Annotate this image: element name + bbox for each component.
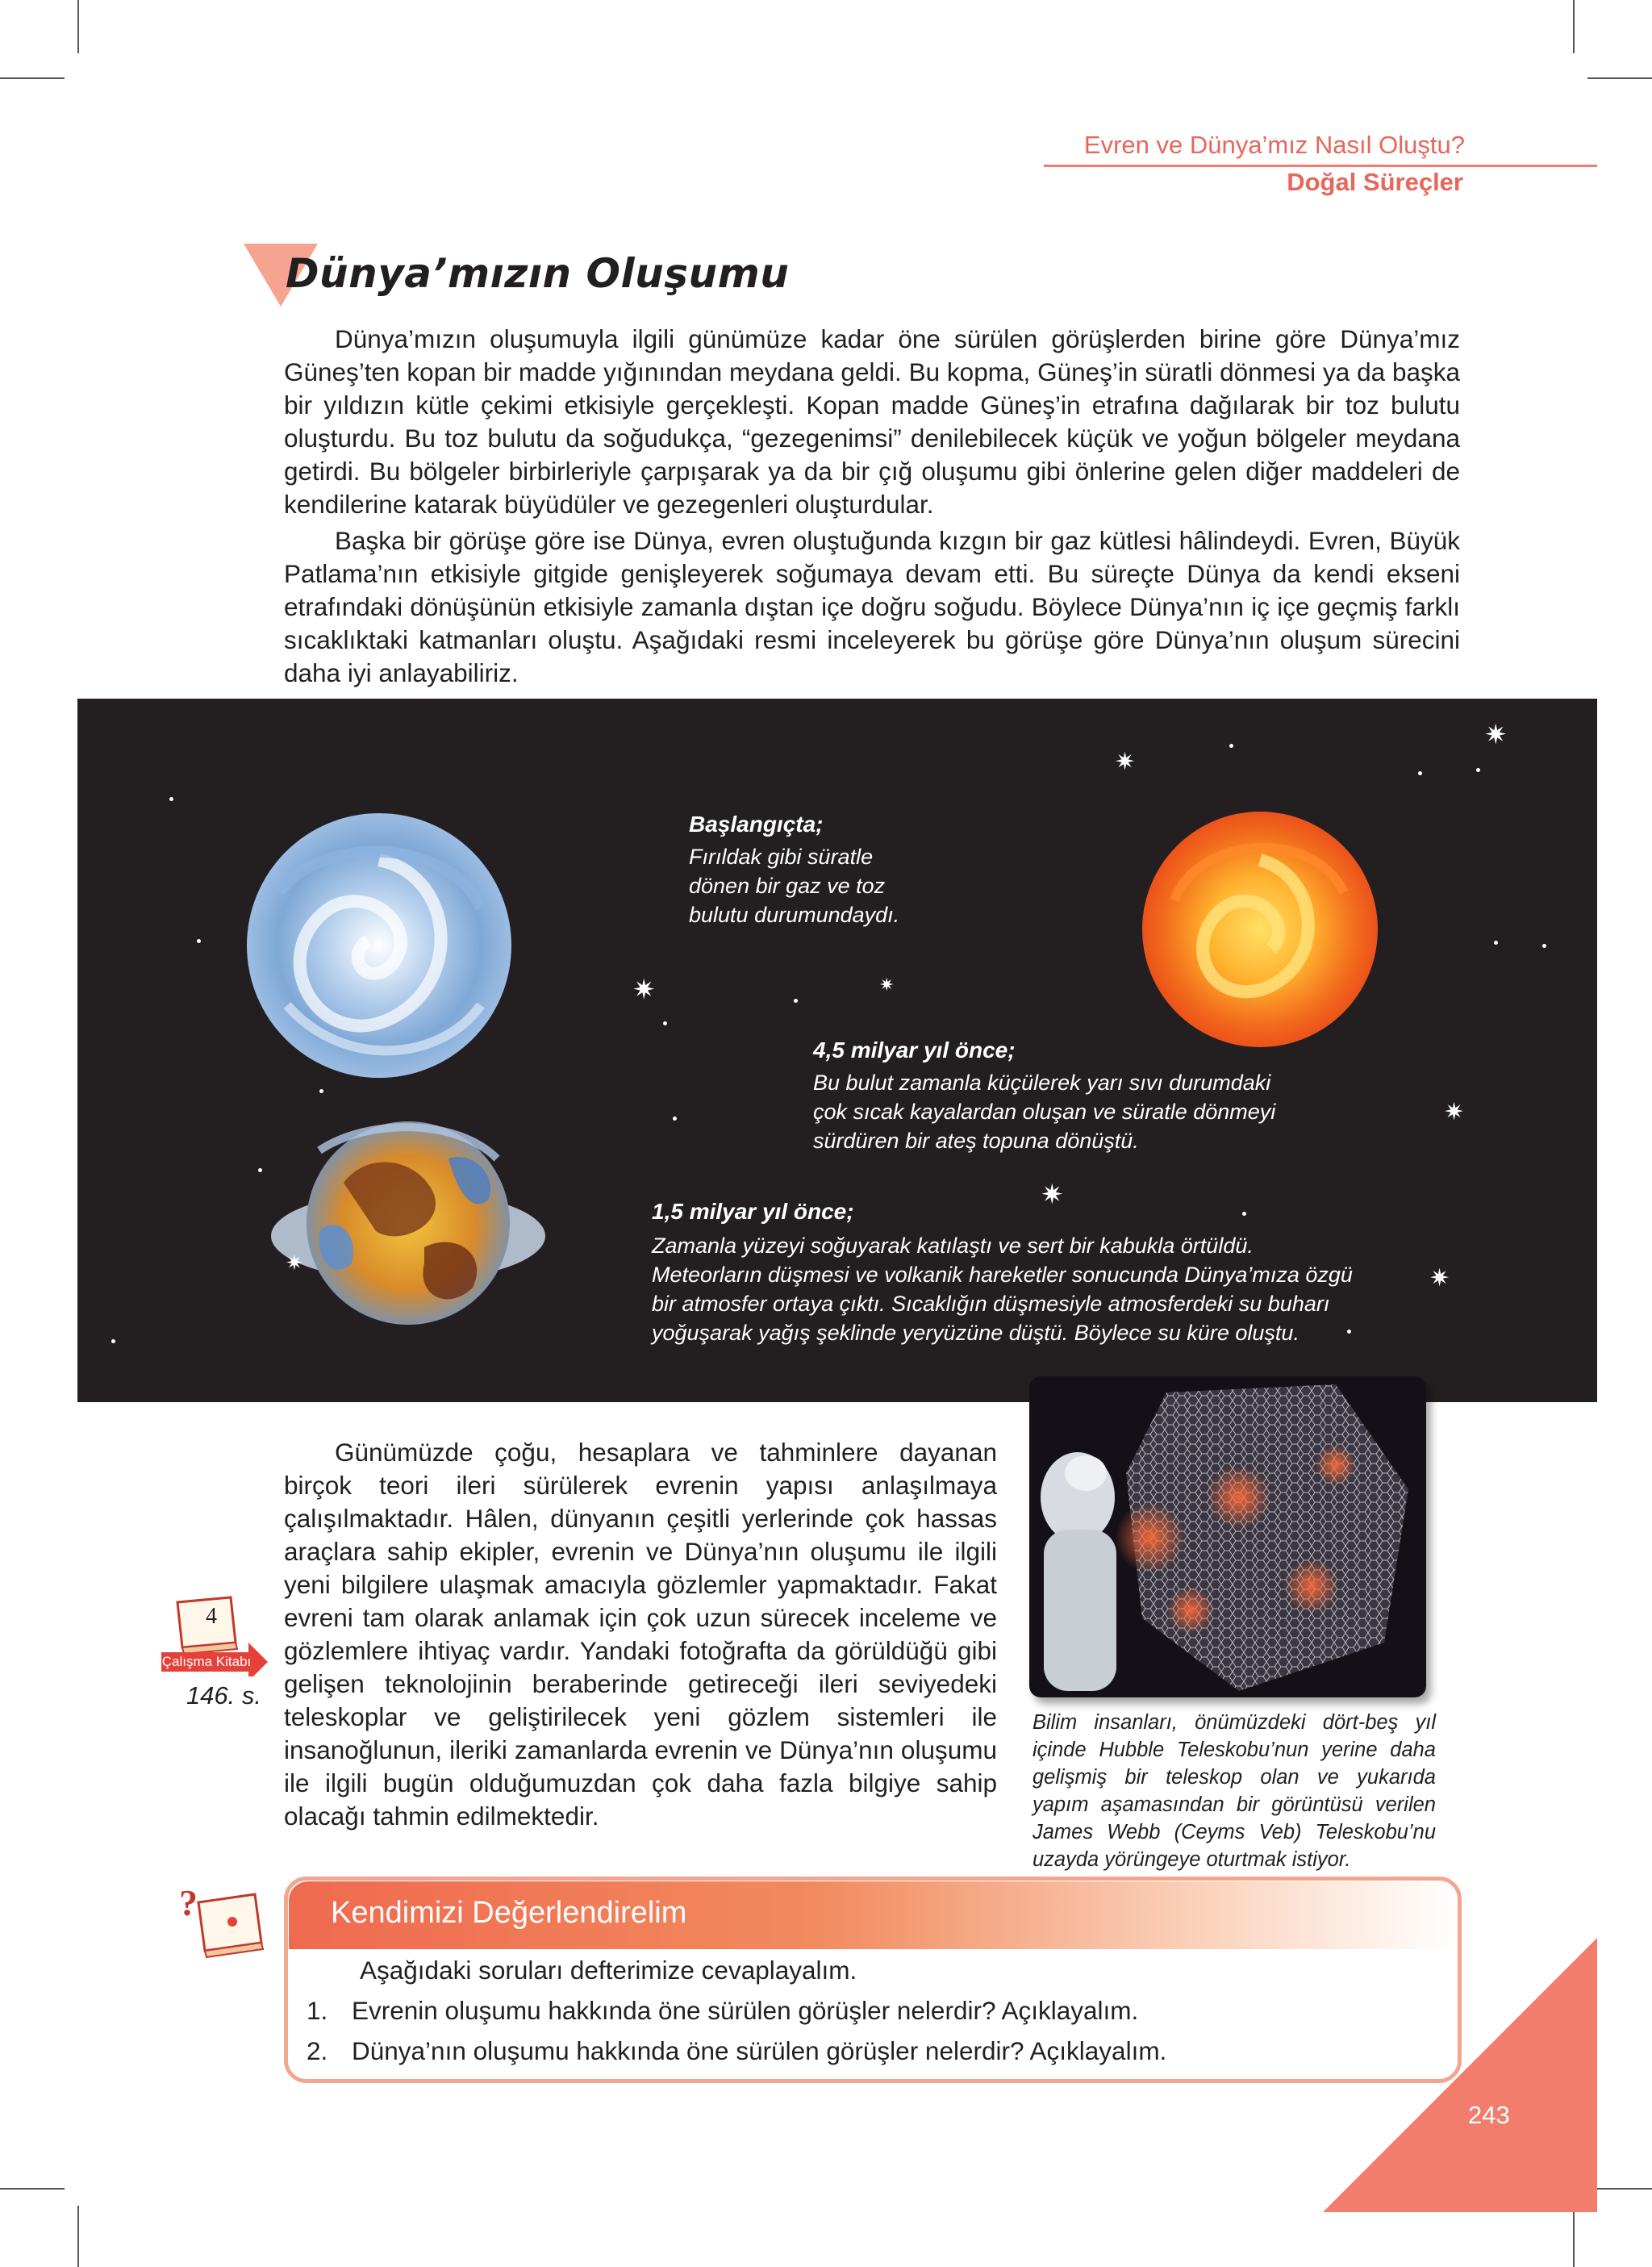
star-dot (1476, 768, 1480, 772)
crop-mark (1573, 2206, 1575, 2267)
star-dot (1229, 744, 1233, 748)
star-icon: ✷ (1429, 1265, 1450, 1292)
paragraph: Günümüzde çoğu, hesaplara ve tahminlere dayanan birçok teori ileri sürülerek evrenin yapısı anlaşılmaya çalışılmaktadır. Hâlen, dünyanın çeşitli yerlerinde çok hassas araçlara sahip ekipler, evrenin ve Dünya’nın oluşumu ile ilgili yeni bilgilere ulaşmak amacıyla gözlemler yapmaktadır. Fakat evreni tam olarak anlamak için çok uzun sürecek inceleme ve gözlemlere ihtiyaç vardır. Yandaki fotoğrafta da görüldüğü gibi gelişen teknolojinin beraberinde getireceği ileri seviyedeki teleskoplar ve geliştirilecek yeni gözlem sistemleri ile insanoğlunun, ileriki zamanlarda evrenin ve Dünya’nın oluşumu ile ilgili bugün olduğumuzdan çok daha fazla bilgiye sahip olacağı tahmin edilmektedir. (284, 1438, 997, 1831)
body-text (284, 1436, 997, 1833)
paragraph: Başka bir görüşe göre ise Dünya, evren oluştuğunda kızgın bir gaz kütlesi hâlindeydi. Evren, Büyük Patlama’nın etkisiyle gitgide genişleyerek soğumaya devam etti. Bu süreçte Dünya da kendi ekseni etrafındaki dönüşünün etkisiyle zamanla dıştan içe doğru soğudu. Böylece Dünya’nın iç içe geçmiş farklı sıcaklıktaki katmanları oluştu. Aşağıdaki resmi inceleyerek bu görüşe göre Dünya’nın oluşum sürecini daha iyi anlayabiliriz. (284, 526, 1460, 687)
star-dot (1494, 941, 1498, 945)
workbook-page: 146. s. (186, 1681, 261, 1710)
telescope-photo-image (1029, 1376, 1426, 1697)
star-icon: ✷ (1484, 720, 1508, 750)
star-dot (794, 999, 798, 1003)
workbook-reference (158, 1596, 271, 1709)
star-dot (319, 1089, 323, 1093)
page-number: 243 (1468, 2101, 1510, 2129)
question-number: 1. (307, 1996, 328, 2025)
page-corner-triangle (1323, 1938, 1597, 2212)
header-rule (1044, 165, 1597, 167)
fireball-illustration (1142, 812, 1378, 1047)
stage-text: Bu bulut zamanla küçülerek yarı sıvı durumdaki çok sıcak kayalardan oluşan ve süratle dönmeyi sürdüren bir ateş topuna dönüştü. (813, 1071, 1276, 1153)
crop-mark (0, 2188, 65, 2190)
crop-mark (77, 2206, 79, 2267)
question-text: Evrenin oluşumu hakkında öne sürülen görüşler nelerdir? Açıklayalım. (352, 1996, 1139, 2025)
star-dot (258, 1168, 262, 1172)
section-title: Dünya’mızın Oluşumu (286, 250, 790, 297)
star-dot (1418, 771, 1422, 775)
evaluation-instruction: Aşağıdaki soruları defterimize cevaplayalım. (360, 1956, 857, 1985)
stage-text: Zamanla yüzeyi soğuyarak katılaştı ve sert bir kabukla örtüldü. Meteorların düşmesi ve volkanik hareketler sonucunda Dünya’mıza özgü bir atmosfer ortaya çıktı. Sıcaklığın düşmesiyle atmosferdeki su buharı yoğuşarak yağış şeklinde yeryüzüne düştü. Böylece su küre oluştu. (652, 1234, 1353, 1345)
stage-caption-beginning (689, 812, 1028, 929)
crop-mark (1573, 0, 1575, 53)
earth-formation-illustration (77, 699, 1597, 1402)
star-dot (111, 1339, 115, 1343)
intro-text (284, 323, 1460, 690)
question-text: Dünya’nın oluşumu hakkında öne sürülen görüşler nelerdir? Açıklayalım. (352, 2036, 1167, 2065)
star-dot (673, 1117, 677, 1121)
chapter-title: Evren ve Dünya’mız Nasıl Oluştu? (1083, 131, 1465, 159)
early-earth-illustration (271, 1121, 545, 1325)
stage-title: 1,5 milyar yıl önce; (652, 1199, 854, 1224)
star-icon: ✷ (879, 975, 895, 995)
star-dot (197, 939, 201, 943)
star-icon: ✷ (1115, 749, 1136, 775)
star-icon: ✷ (632, 975, 656, 1005)
stage-title: 4,5 milyar yıl önce; (813, 1037, 1016, 1063)
star-icon: ✷ (286, 1250, 303, 1275)
star-dot (663, 1021, 667, 1025)
stage-title: Başlangıçta; (689, 812, 824, 837)
chapter-subtitle: Doğal Süreçler (1287, 168, 1463, 196)
crop-mark (0, 77, 65, 79)
crop-mark (1587, 77, 1652, 79)
stage-caption-1-5-billion (652, 1199, 1475, 1347)
crop-mark (77, 0, 79, 53)
paragraph: Dünya’mızın oluşumuyla ilgili günümüze kadar öne sürülen görüşlerden birine göre Dünya’mız Güneş’ten kopan bir madde yığınından meydana geldi. Bu kopma, Güneş’in süratli dönmesi ya da başka bir yıldızın kütle çekimi etkisiyle gerçekleşti. Kopan madde Güneş’in etrafına dağılarak bir toz bulutu oluşturdu. Bu toz bulutu da soğudukça, “gezegenimsi” denilebilecek küçük ve yoğun bölgeler meydana getirdi. Bu bölgeler birbirleriyle çarpışarak ya da bir çığ oluşumu gibi önlerine gelen diğer maddeleri de kendilerine katarak büyüdüler ve gezegenleri oluşturdular. (284, 324, 1460, 519)
telescope-photo (1029, 1376, 1426, 1697)
question-number: 2. (307, 2036, 328, 2065)
gas-cloud-illustration (247, 813, 511, 1078)
star-dot (169, 797, 173, 801)
stage-caption-4-5-billion (813, 1037, 1426, 1155)
workbook-label: Çalışma Kitabı (161, 1654, 252, 1669)
workbook-number: 4 (206, 1604, 217, 1629)
photo-caption: Bilim insanları, önümüzdeki dört-beş yıl içinde Hubble Teleskobu’nun yerine daha gelişmiş bir teleskop olan ve yukarıda yapım aşamasından bir görüntüsü verilen James Webb (Ceyms Veb) Teleskobu’nu uzayda yörüngeye oturtmak istiyor. (1032, 1711, 1436, 1871)
star-icon: ✷ (1041, 1179, 1064, 1210)
crop-mark (1587, 2188, 1652, 2190)
stage-text: Fırıldak gibi süratle dönen bir gaz ve toz bulutu durumundaydı. (689, 845, 900, 927)
self-evaluation-title: Kendimizi Değerlendirelim (331, 1896, 687, 1930)
svg-text:?: ? (179, 1882, 198, 1923)
question-book-icon (174, 1878, 271, 1959)
star-dot (1542, 944, 1546, 948)
star-icon: ✷ (1444, 1099, 1465, 1125)
